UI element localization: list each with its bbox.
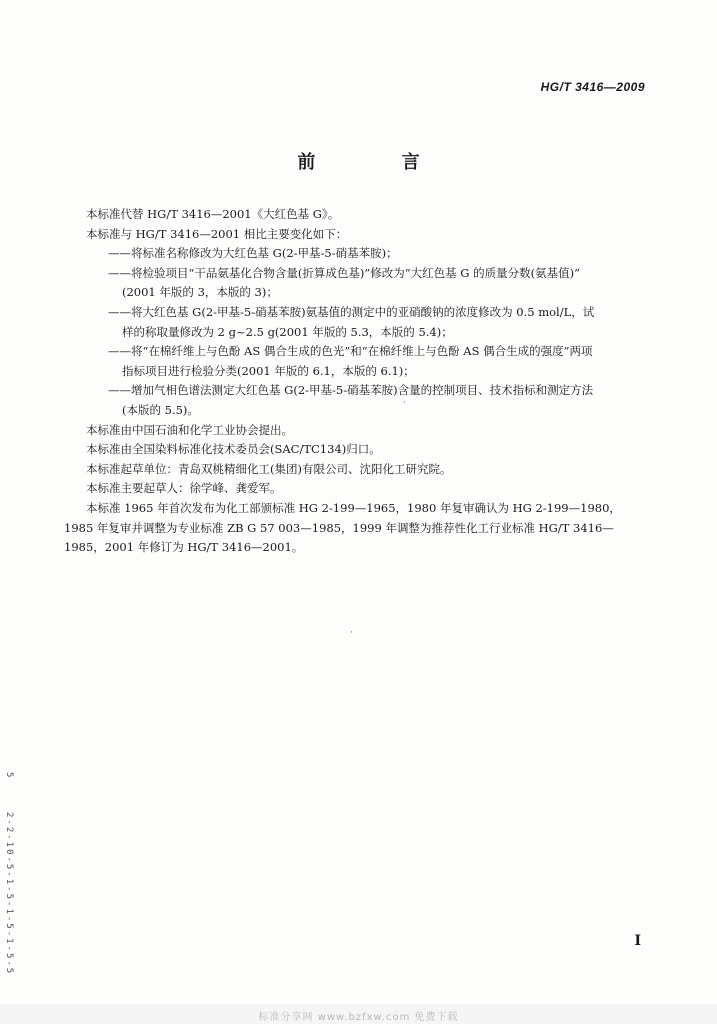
paragraph-history-line-3: 1985，2001 年修订为 HG/T 3416—2001。 bbox=[64, 540, 304, 555]
change-item-4-line-2: 指标项目进行检验分类(2001 年版的 6.1，本版的 6.1)； bbox=[122, 363, 415, 378]
change-item-1: ——将标准名称修改为大红色基 G(2-甲基-5-硝基苯胺)； bbox=[108, 246, 398, 261]
page-number: I bbox=[634, 933, 641, 949]
stray-mark: · bbox=[403, 398, 406, 408]
paragraph-proposed-by: 本标准由中国石油和化学工业协会提出。 bbox=[86, 422, 293, 437]
change-item-5-line-2: (本版的 5.5)。 bbox=[122, 402, 199, 417]
margin-mark-side: 2-2-10-5-1-5-1-5-1-5-5 bbox=[4, 812, 14, 976]
paragraph-drafters: 本标准主要起草人：徐学峰、龚爱军。 bbox=[86, 481, 282, 496]
page-title: 前 言 bbox=[297, 152, 460, 173]
change-item-4-line-1: ——将“在棉纤维上与色酚 AS 偶合生成的色光”和“在棉纤维上与色酚 AS 偶合生成的强度”两项 bbox=[108, 344, 593, 359]
paragraph-history-line-2: 1985 年复审并调整为专业标准 ZB G 57 003—1985，1999 年调整为推荐性化工行业标准 HG/T 3416— bbox=[64, 520, 614, 535]
change-item-3-line-2: 样的称取量修改为 2 g~2.5 g(2001 年版的 5.3，本版的 5.4)； bbox=[122, 324, 453, 339]
paragraph-centralized-by: 本标准由全国染料标准化技术委员会(SAC/TC134)归口。 bbox=[86, 442, 381, 457]
standard-code: HG/T 3416—2009 bbox=[540, 80, 645, 94]
stray-mark: · bbox=[350, 628, 353, 638]
margin-mark-top: 5 bbox=[4, 772, 14, 780]
footer-watermark: 标准分享网 www.bzfxw.com 免费下载 bbox=[258, 1012, 459, 1023]
change-item-3-line-1: ——将大红色基 G(2-甲基-5-硝基苯胺)氨基值的测定中的亚硝酸钠的浓度修改为 0.5 mol/L，试 bbox=[108, 304, 595, 319]
change-item-5-line-1: ——增加气相色谱法测定大红色基 G(2-甲基-5-硝基苯胺)含量的控制项目、技术指标和测定方法 bbox=[108, 383, 594, 398]
paragraph-changes-intro: 本标准与 HG/T 3416—2001 相比主要变化如下： bbox=[86, 226, 348, 241]
change-item-2-line-2: (2001 年版的 3，本版的 3)； bbox=[122, 285, 278, 300]
change-item-2-line-1: ——将检验项目“干品氨基化合物含量(折算成色基)”修改为“大红色基 G 的质量分数(氨基值)” bbox=[108, 265, 580, 280]
foreword-body bbox=[64, 205, 658, 558]
paragraph-replaces: 本标准代替 HG/T 3416—2001《大红色基 G》。 bbox=[86, 207, 340, 221]
paragraph-history-line-1: 本标准 1965 年首次发布为化工部颁标准 HG 2-199—1965，1980 年复审确认为 HG 2-199—1980， bbox=[86, 500, 621, 515]
paragraph-drafting-units: 本标准起草单位：青岛双桃精细化工(集团)有限公司、沈阳化工研究院。 bbox=[86, 461, 452, 476]
